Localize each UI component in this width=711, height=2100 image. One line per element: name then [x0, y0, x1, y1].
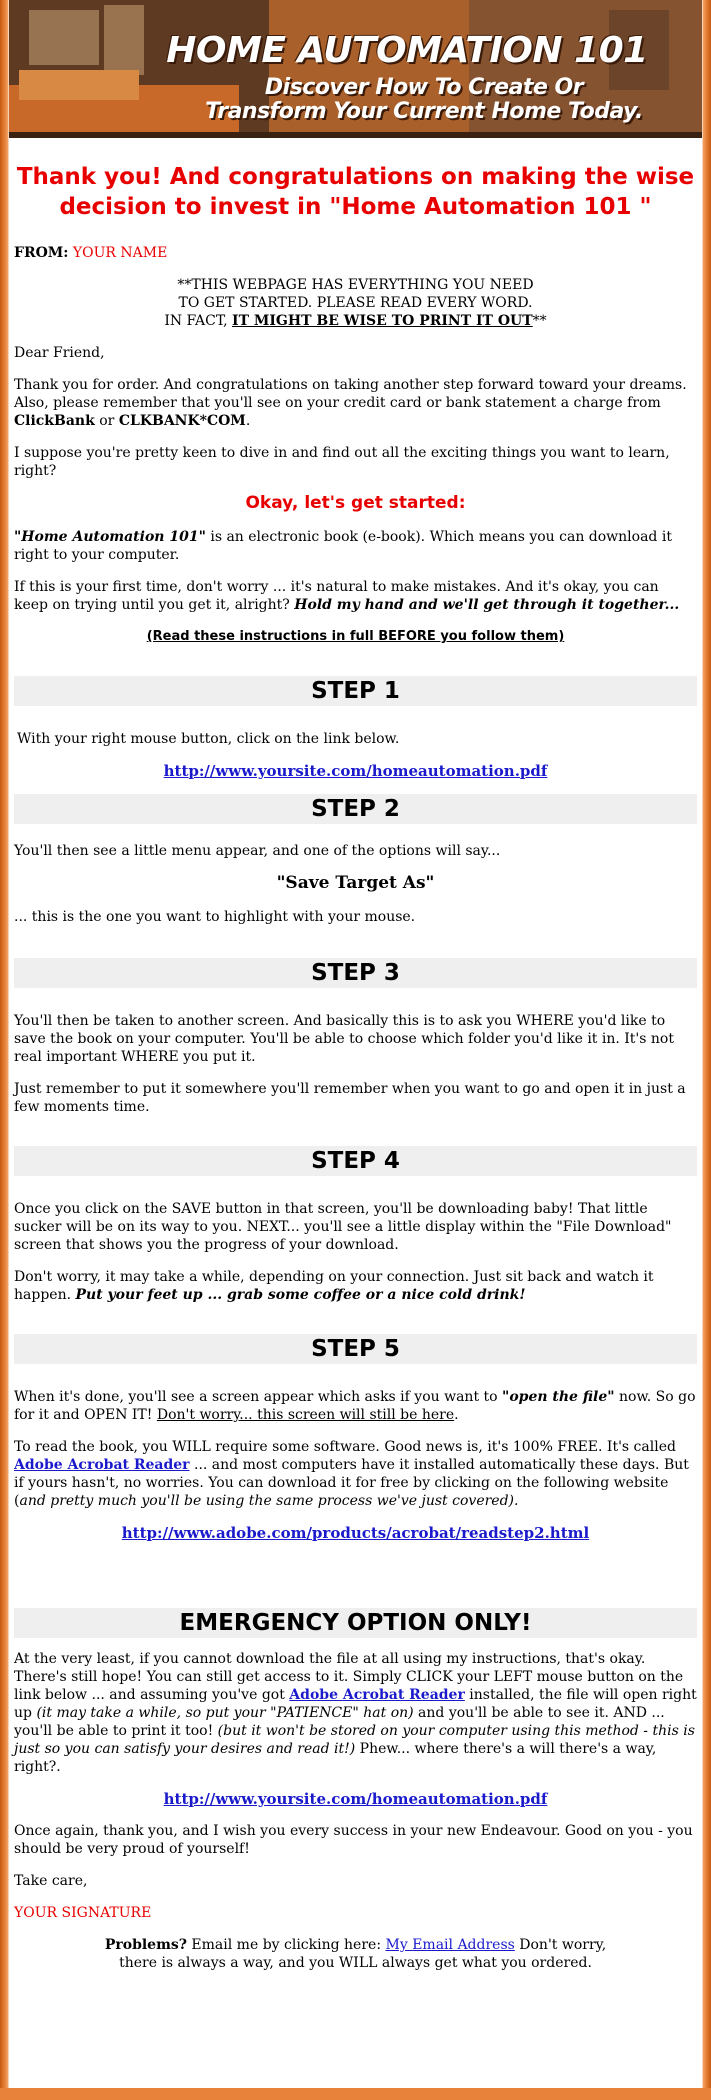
ebook-text: is an electronic book (e-book). Which means you can download it right to your computer. — [14, 529, 672, 563]
notice-line2: TO GET STARTED. PLEASE READ EVERY WORD. — [178, 295, 533, 311]
step1-text: With your right mouse button, click on the link below. — [17, 731, 400, 747]
emergency-italic-2: (but it won't be stored on your computer using this method - this is just so you can satisfy your desires and read it!) — [14, 1723, 695, 1757]
site-subtitle — [159, 76, 689, 124]
save-target-as: "Save Target As" — [276, 873, 435, 893]
closing-paragraph: Once again, thank you, and I wish you every success in your new Endeavour. Good on you - you should be very proud of yourself! — [14, 1823, 693, 1857]
page-title: Thank you! And congratulations on making the wise decision to invest in "Home Automation 101 " — [16, 164, 695, 220]
emergency-text-b: installed, the file will open right up — [14, 1687, 697, 1721]
site-title: HOME AUTOMATION 101 — [166, 30, 648, 71]
step5-p2 — [14, 1438, 697, 1510]
thanks-paragraph — [14, 376, 697, 430]
header-banner — [9, 0, 702, 138]
step3-p2: Just remember to put it somewhere you'll remember when you want to go and open it in just a few moments time. — [14, 1081, 686, 1115]
from-line — [14, 244, 697, 262]
step5-p1 — [14, 1388, 697, 1424]
problems-text-a: Email me by clicking here: — [186, 1937, 386, 1953]
emergency-heading: EMERGENCY OPTION ONLY! — [14, 1608, 697, 1638]
notice-line3-emph: IT MIGHT BE WISE TO PRINT IT OUT — [232, 313, 533, 329]
problems-text-b: Don't worry, — [514, 1937, 607, 1953]
footer-bar — [0, 2088, 711, 2100]
step2-text: You'll then see a little menu appear, and one of the options will say... — [14, 843, 501, 859]
problems-line2: there is always a way, and you WILL always get what you ordered. — [119, 1955, 592, 1971]
notice-line1: **THIS WEBPAGE HAS EVERYTHING YOU NEED — [177, 277, 534, 293]
signature: YOUR SIGNATURE — [14, 1905, 152, 1921]
first-time-text: If this is your first time, don't worry ... it's natural to make mistakes. And it's okay, you can keep on trying until you get it, alright? — [14, 579, 659, 613]
step1-heading: STEP 1 — [14, 676, 697, 706]
email-link[interactable]: My Email Address — [385, 1937, 515, 1953]
emergency-text-a: At the very least, if you cannot download the file at all using my instructions, that's okay. There's still hope! You can still get access to it. Simply CLICK your LEFT mouse button on the link below ... and assuming you've got — [14, 1651, 684, 1703]
emergency-italic-1: (it may take a while, so put your "PATIENCE" hat on) — [36, 1705, 414, 1721]
adobe-reader-link[interactable]: Adobe Acrobat Reader — [14, 1457, 190, 1473]
or-text: or — [94, 413, 119, 429]
clickbank-text: ClickBank — [14, 413, 95, 429]
site-subtitle-line1: Discover How To Create Or — [264, 75, 584, 100]
open-the-file-emph: "open the file" — [502, 1389, 615, 1405]
step4-p2 — [14, 1268, 697, 1304]
take-care: Take care, — [14, 1873, 88, 1889]
keen-paragraph: I suppose you're pretty keen to dive in and find out all the exciting things you want to learn, right? — [14, 445, 670, 479]
main-content — [9, 138, 702, 1972]
download-link[interactable]: http://www.yoursite.com/homeautomation.pdf — [163, 762, 548, 780]
problems-label: Problems? — [104, 1937, 187, 1953]
instructions-note: (Read these instructions in full BEFORE you follow them) — [146, 629, 565, 644]
okay-heading: Okay, let's get started: — [245, 493, 466, 513]
greeting: Dear Friend, — [14, 345, 105, 361]
site-subtitle-line2: Transform Your Current Home Today. — [205, 99, 643, 124]
adobe-download-link[interactable]: http://www.adobe.com/products/acrobat/readstep2.html — [121, 1524, 590, 1542]
step4-p2-emph: Put your feet up ... grab some coffee or a nice cold drink! — [75, 1287, 526, 1303]
step5-p2-a: To read the book, you WILL require some software. Good news is, it's 100% FREE. It's called — [14, 1439, 676, 1455]
step4-heading: STEP 4 — [14, 1146, 697, 1176]
emergency-text-c: and you'll be able to see it. AND ... you'll be able to print it too! — [14, 1705, 665, 1739]
step5-p1-a: When it's done, you'll see a screen appear which asks if you want to — [14, 1389, 503, 1405]
page — [9, 0, 702, 2100]
notice-line3-pre: IN FACT, — [164, 313, 233, 329]
notice-block — [14, 276, 697, 330]
step5-p1-b: now. So go for it and OPEN IT! — [14, 1389, 696, 1423]
problems-block — [14, 1936, 697, 1972]
step3-heading: STEP 3 — [14, 958, 697, 988]
emergency-download-link[interactable]: http://www.yoursite.com/homeautomation.pdf — [163, 1790, 548, 1808]
step4-p1: Once you click on the SAVE button in that screen, you'll be downloading baby! That little sucker will be on its way to you. NEXT... you'll see a little display within the "File Download" screen that shows you the progress of your download. — [14, 1201, 672, 1253]
step1-download-link-row — [14, 762, 697, 780]
step2-after: ... this is the one you want to highlight with your mouse. — [14, 909, 416, 925]
notice-line3-post: ** — [532, 313, 547, 329]
ebook-paragraph — [14, 528, 697, 564]
from-label: FROM: — [14, 245, 69, 261]
emergency-text-d: Phew... where there's a will there's a way, right?. — [14, 1741, 657, 1775]
emergency-adobe-link[interactable]: Adobe Acrobat Reader — [289, 1687, 465, 1703]
step3-p1: You'll then be taken to another screen. And basically this is to ask you WHERE you'd like to save the book on your computer. You'll be able to choose which folder you'd like it in. It's not real important WHERE you put it. — [14, 1013, 674, 1065]
step5-p1-end: . — [454, 1407, 459, 1423]
step4-p2-text: Don't worry, it may take a while, depending on your connection. Just sit back and watch it happen. — [14, 1269, 654, 1303]
adobe-download-link-row — [14, 1524, 697, 1542]
first-time-emph: Hold my hand and we'll get through it together... — [294, 597, 680, 613]
thanks-text: Thank you for order. And congratulations on taking another step forward toward your dreams. Also, please remember that you'll see on your credit card or bank statement a charge from — [14, 377, 687, 411]
step5-p2-b: ... and most computers have it installed automatically these days. But if yours hasn't, no worries. You can download it for free by clicking on the following website ( — [14, 1457, 689, 1509]
period-text: . — [245, 413, 251, 429]
first-time-paragraph — [14, 578, 697, 614]
ebook-title: "Home Automation 101" — [14, 529, 206, 545]
step2-heading: STEP 2 — [14, 794, 697, 824]
from-name: YOUR NAME — [72, 245, 168, 261]
step5-heading: STEP 5 — [14, 1334, 697, 1364]
emergency-link-row — [14, 1790, 697, 1808]
step5-p2-emph: and pretty much you'll be using the same process we've just covered). — [19, 1493, 519, 1509]
emergency-paragraph — [14, 1650, 697, 1776]
clkbank-text: CLKBANK*COM — [118, 413, 246, 429]
step5-p1-underline: Don't worry... this screen will still be here — [156, 1407, 455, 1423]
